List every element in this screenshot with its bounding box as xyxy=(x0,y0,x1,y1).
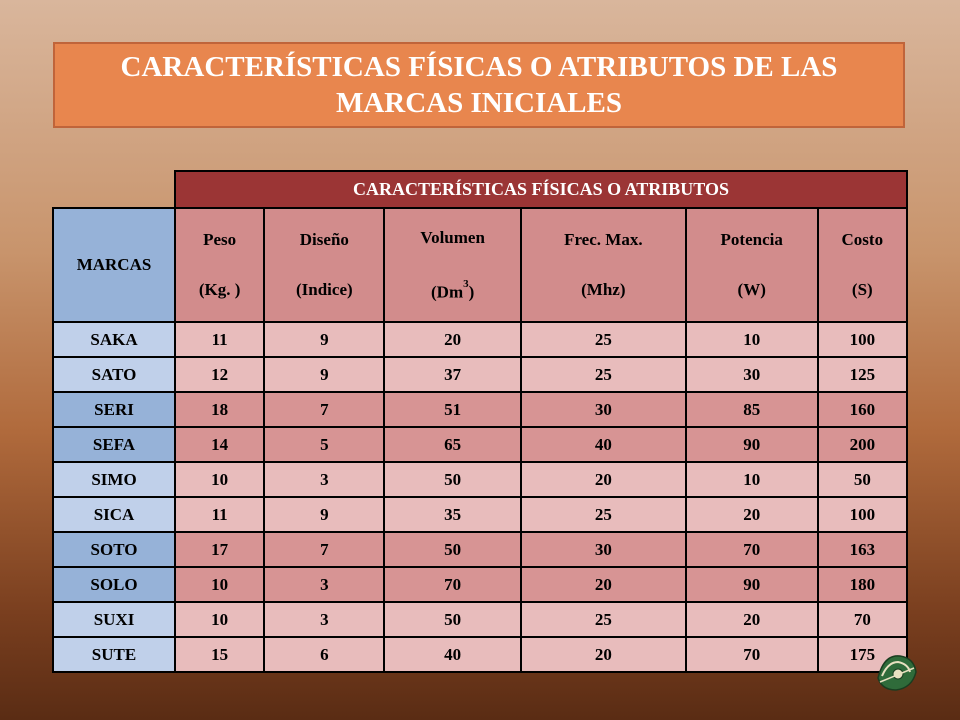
column-header-name: Frec. Max. xyxy=(564,230,643,249)
slide-title xyxy=(53,42,905,128)
table-cell: 90 xyxy=(686,427,818,462)
table-cell: 10 xyxy=(175,462,264,497)
table-row xyxy=(53,322,907,357)
table-cell: 200 xyxy=(818,427,907,462)
column-header-name: Volumen xyxy=(420,227,485,247)
group-header: CARACTERÍSTICAS FÍSICAS O ATRIBUTOS xyxy=(175,171,907,208)
column-header-unit: (Indice) xyxy=(296,280,353,299)
table-row xyxy=(53,637,907,672)
table-cell: 20 xyxy=(521,637,686,672)
table-cell: 51 xyxy=(384,392,520,427)
table-cell: 12 xyxy=(175,357,264,392)
column-header-unit xyxy=(385,263,519,318)
table-row xyxy=(53,392,907,427)
table-cell: 5 xyxy=(264,427,384,462)
brand-cell: SERI xyxy=(53,392,175,427)
table-corner xyxy=(53,171,175,208)
university-logo-icon xyxy=(874,648,920,694)
table-cell: 6 xyxy=(264,637,384,672)
table-row xyxy=(53,357,907,392)
table-row xyxy=(53,567,907,602)
column-header-name: Costo xyxy=(841,230,884,249)
column-header-name: Diseño xyxy=(299,230,349,249)
table-cell: 100 xyxy=(818,322,907,357)
table-cell: 70 xyxy=(384,567,520,602)
table-cell: 10 xyxy=(686,462,818,497)
table-cell: 30 xyxy=(521,392,686,427)
table-cell: 10 xyxy=(686,322,818,357)
table-cell: 50 xyxy=(384,602,520,637)
brand-cell: SATO xyxy=(53,357,175,392)
table-row xyxy=(53,602,907,637)
table-cell: 125 xyxy=(818,357,907,392)
column-header-costo xyxy=(818,208,907,322)
table-cell: 37 xyxy=(384,357,520,392)
brand-cell: SUXI xyxy=(53,602,175,637)
table-cell: 50 xyxy=(818,462,907,497)
table-cell: 163 xyxy=(818,532,907,567)
table-cell: 3 xyxy=(264,567,384,602)
column-header-frec xyxy=(521,208,686,322)
column-header-name: Peso xyxy=(203,230,237,249)
brand-cell: SUTE xyxy=(53,637,175,672)
brand-column-header: MARCAS xyxy=(53,208,175,322)
table-cell: 9 xyxy=(264,357,384,392)
brand-cell: SOTO xyxy=(53,532,175,567)
unit-superscript: 3 xyxy=(463,277,469,290)
table-cell: 70 xyxy=(686,637,818,672)
table-cell: 20 xyxy=(521,567,686,602)
table-cell: 30 xyxy=(521,532,686,567)
table-cell: 18 xyxy=(175,392,264,427)
table-row xyxy=(53,497,907,532)
table-cell: 175 xyxy=(818,637,907,672)
column-header-unit: (Mhz) xyxy=(581,280,626,299)
table-cell: 14 xyxy=(175,427,264,462)
column-header-diseno xyxy=(264,208,384,322)
table-cell: 11 xyxy=(175,322,264,357)
unit-suffix: ) xyxy=(468,282,475,302)
table-cell: 50 xyxy=(384,532,520,567)
brand-cell: SEFA xyxy=(53,427,175,462)
table-cell: 20 xyxy=(686,602,818,637)
table-cell: 160 xyxy=(818,392,907,427)
table-cell: 85 xyxy=(686,392,818,427)
table-cell: 65 xyxy=(384,427,520,462)
table-cell: 25 xyxy=(521,357,686,392)
table-cell: 10 xyxy=(175,567,264,602)
column-header-unit: (Kg. ) xyxy=(198,280,241,299)
unit-prefix: (Dm xyxy=(431,282,464,302)
table-cell: 15 xyxy=(175,637,264,672)
table-cell: 40 xyxy=(521,427,686,462)
table-cell: 180 xyxy=(818,567,907,602)
brand-cell: SIMO xyxy=(53,462,175,497)
table-cell: 70 xyxy=(818,602,907,637)
brand-cell: SAKA xyxy=(53,322,175,357)
attributes-table xyxy=(52,170,908,673)
table-cell: 3 xyxy=(264,602,384,637)
table-cell: 7 xyxy=(264,392,384,427)
slide-title-line2: MARCAS INICIALES xyxy=(335,87,622,119)
table-row xyxy=(53,532,907,567)
table-cell: 11 xyxy=(175,497,264,532)
brand-cell: SOLO xyxy=(53,567,175,602)
table-cell: 30 xyxy=(686,357,818,392)
table-cell: 20 xyxy=(384,322,520,357)
column-header-volumen xyxy=(384,208,520,322)
table-cell: 25 xyxy=(521,602,686,637)
table-cell: 9 xyxy=(264,497,384,532)
table-row xyxy=(53,462,907,497)
table-cell: 7 xyxy=(264,532,384,567)
table-cell: 40 xyxy=(384,637,520,672)
table-cell: 35 xyxy=(384,497,520,532)
table-cell: 100 xyxy=(818,497,907,532)
table-cell: 20 xyxy=(686,497,818,532)
slide-title-line1: CARACTERÍSTICAS FÍSICAS O ATRIBUTOS DE LAS xyxy=(120,51,838,83)
column-header-potencia xyxy=(686,208,818,322)
table-cell: 9 xyxy=(264,322,384,357)
table-cell: 10 xyxy=(175,602,264,637)
column-header-peso xyxy=(175,208,264,322)
table-cell: 70 xyxy=(686,532,818,567)
table-cell: 90 xyxy=(686,567,818,602)
brand-cell: SICA xyxy=(53,497,175,532)
table-cell: 20 xyxy=(521,462,686,497)
column-header-unit: (W) xyxy=(737,280,766,299)
table-cell: 25 xyxy=(521,497,686,532)
column-header-name: Potencia xyxy=(720,230,783,249)
table-row xyxy=(53,427,907,462)
column-header-unit: (S) xyxy=(851,280,873,299)
table-cell: 3 xyxy=(264,462,384,497)
table-cell: 17 xyxy=(175,532,264,567)
table-cell: 25 xyxy=(521,322,686,357)
table-cell: 50 xyxy=(384,462,520,497)
